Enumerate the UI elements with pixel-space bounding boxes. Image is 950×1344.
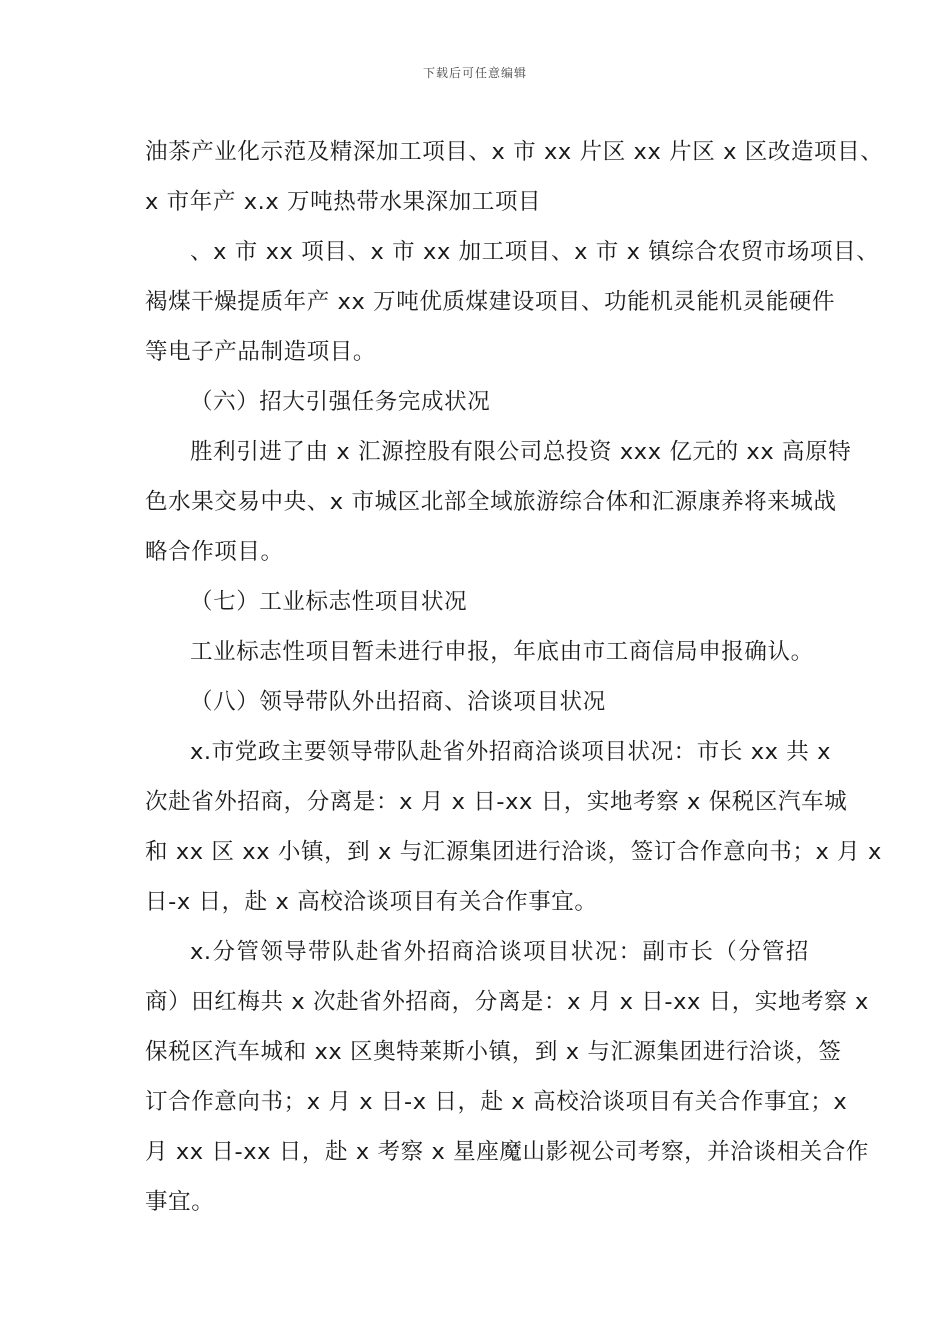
text-line: x.市党政主要领导带队赴省外招商洽谈项目状况：市长 xx 共 x (190, 739, 832, 765)
text-line: （七）工业标志性项目状况 (190, 589, 468, 615)
text-line: x.分管领导带队赴省外招商洽谈项目状况：副市长（分管招 (190, 939, 809, 965)
text-line: 等电子产品制造项目。 (145, 339, 377, 365)
text-line: 日-x 日，赴 x 高校洽谈项目有关合作事宜。 (145, 889, 598, 915)
text-line: 事宜。 (145, 1189, 215, 1215)
text-line: 油茶产业化示范及精深加工项目、x 市 xx 片区 xx 片区 x 区改造项目、 (145, 139, 884, 165)
page-header: 下载后可任意编辑 (422, 66, 527, 80)
text-line: （八）领导带队外出招商、洽谈项目状况 (190, 689, 606, 715)
text-line: 略合作项目。 (145, 539, 284, 565)
text-line: 褐煤干燥提质年产 xx 万吨优质煤建设项目、功能机灵能机灵能硬件 (145, 289, 836, 315)
document-body (145, 127, 884, 1227)
text-line: 订合作意向书；x 月 x 日-x 日，赴 x 高校洽谈项目有关合作事宜；x (145, 1089, 848, 1115)
text-line: 工业标志性项目暂未进行申报，年底由市工商信局申报确认。 (190, 639, 814, 665)
text-line: 保税区汽车城和 xx 区奥特莱斯小镇，到 x 与汇源集团进行洽谈，签 (145, 1039, 842, 1065)
text-line: 商）田红梅共 x 次赴省外招商，分离是：x 月 x 日-xx 日，实地考察 x (145, 989, 869, 1015)
text-line: 和 xx 区 xx 小镇，到 x 与汇源集团进行洽谈，签订合作意向书；x 月 x (145, 839, 882, 865)
text-line: x 市年产 x.x 万吨热带水果深加工项目 (145, 189, 542, 215)
text-line: 色水果交易中央、x 市城区北部全域旅游综合体和汇源康养将来城战 (145, 489, 837, 515)
text-line: （六）招大引强任务完成状况 (190, 389, 491, 415)
text-line: 、x 市 xx 项目、x 市 xx 加工项目、x 市 x 镇综合农贸市场项目、 (190, 239, 880, 265)
text-line: 月 xx 日-xx 日，赴 x 考察 x 星座魔山影视公司考察，并洽谈相关合作 (145, 1139, 869, 1165)
text-line: 胜利引进了由 x 汇源控股有限公司总投资 xxx 亿元的 xx 高原特 (190, 439, 852, 465)
text-line: 次赴省外招商，分离是：x 月 x 日-xx 日，实地考察 x 保税区汽车城 (145, 789, 848, 815)
